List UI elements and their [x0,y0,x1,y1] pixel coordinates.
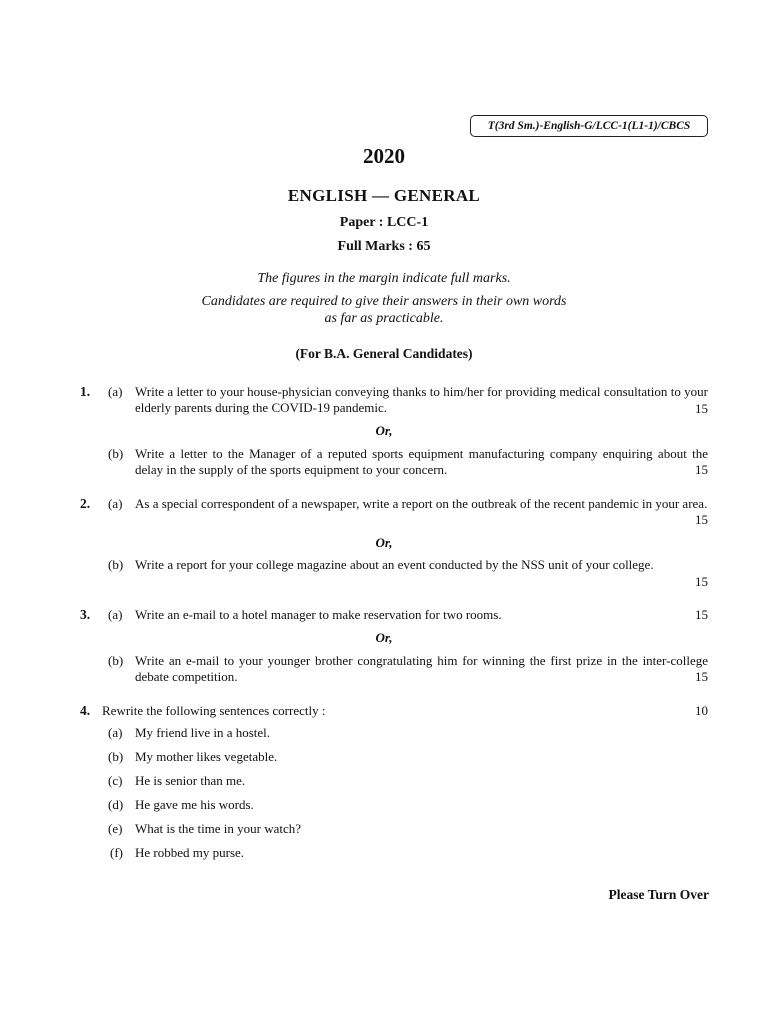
question-text: Write a letter to the Manager of a reputed sports equipment manufacturing company enquiring about the delay in the supply of the sports equipment to your concern. [135,446,708,477]
question-part-label: (a) [108,384,123,399]
sentence-text: He gave me his words. [135,797,254,812]
question-number: 4. [80,703,91,718]
question-marks: 15 [695,401,708,416]
instruction-line-3: as far as practicable. [324,311,444,326]
question-number: 2. [80,496,91,511]
question-text: Write an e-mail to your younger brother congratulating him for winning the first prize in the inter-college debate competition. [135,653,708,684]
sentence-label: (e) [108,821,123,836]
sentence-text: He robbed my purse. [135,845,245,860]
sentence-text: My mother likes vegetable. [135,749,278,764]
paper-name: Paper : LCC-1 [339,215,429,230]
paper-code: T(3rd Sm.)-English-G/LCC-1(L1-1)/CBCS [487,120,691,132]
paper-code-box [470,115,708,137]
question-part-label: (a) [108,607,123,622]
question-part-label: (b) [108,446,124,461]
question-number: 1. [80,384,91,399]
sentence-text: What is the time in your watch? [135,821,302,836]
sentence-label: (d) [108,797,124,812]
question-marks: 15 [695,462,708,477]
or-separator: Or, [375,535,393,550]
question-number: 3. [80,607,91,622]
question-marks: 15 [695,669,708,684]
subject-title: ENGLISH — GENERAL [287,186,481,205]
sentence-label: (f) [110,845,123,860]
instruction-line-1: The figures in the margin indicate full marks. [257,271,511,286]
or-separator: Or, [375,423,393,438]
question-marks: 15 [695,512,708,527]
question-marks: 15 [695,607,708,622]
question-text: Write an e-mail to a hotel manager to make reservation for two rooms. [135,607,502,622]
question-text: Write a letter to your house-physician conveying thanks to him/her for providing medical consultation to your elderly parents during the COVID-19 pandemic. [135,384,708,415]
question-part-label: (b) [108,557,124,572]
question-part-label: (b) [108,653,124,668]
sentence-label: (a) [108,725,123,740]
question-text: As a special correspondent of a newspaper, write a report on the outbreak of the recent pandemic in your area. [135,496,708,511]
full-marks: Full Marks : 65 [337,239,431,254]
instruction-line-2: Candidates are required to give their answers in their own words [201,294,567,309]
sentence-text: My friend live in a hostel. [135,725,271,740]
exam-year: 2020 [363,144,405,168]
question-marks: 15 [695,574,708,589]
sentence-label: (b) [108,749,124,764]
sentence-text: He is senior than me. [135,773,246,788]
question-text: Write a report for your college magazine about an event conducted by the NSS unit of your college. [135,557,654,572]
or-separator: Or, [375,630,393,645]
sentence-label: (c) [108,773,123,788]
question-text: Rewrite the following sentences correctly : [102,703,326,718]
question-part-label: (a) [108,496,123,511]
candidates-note: (For B.A. General Candidates) [295,346,473,361]
please-turn-over: Please Turn Over [608,887,709,902]
question-marks: 10 [695,703,708,718]
